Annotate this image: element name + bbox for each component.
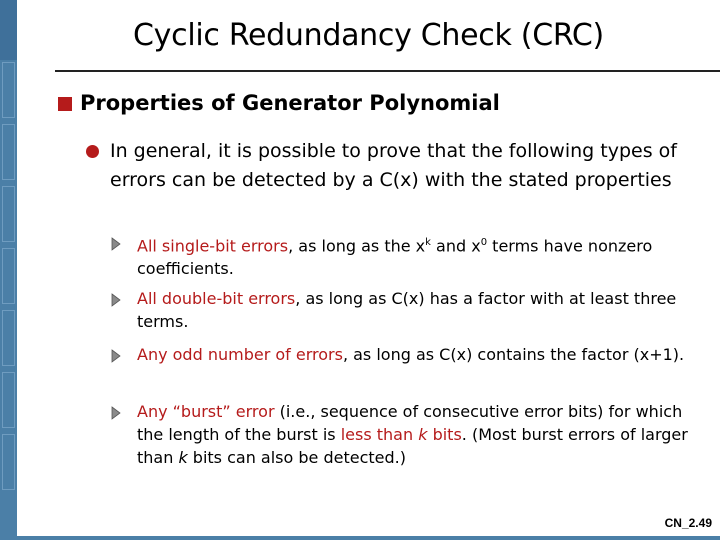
emphasis-text bbox=[341, 425, 462, 444]
left-decorative-sidebar bbox=[0, 0, 17, 540]
red-circle-icon bbox=[86, 145, 99, 158]
sidebar-cell bbox=[2, 310, 15, 366]
list-item-odd-errors bbox=[137, 343, 702, 366]
item-text: (i.e., sequence of consecutive error bits) for which the length of the burst is bbox=[137, 402, 683, 444]
list-item-double-bit bbox=[137, 287, 702, 333]
page-number: CN_2.49 bbox=[664, 516, 712, 530]
item-text: , as long as C(x) contains the factor (x+1). bbox=[342, 345, 685, 364]
variable-k: k bbox=[178, 448, 188, 467]
superscript: k bbox=[425, 237, 431, 248]
emphasis-text-part: less than bbox=[340, 425, 419, 444]
section-heading: Properties of Generator Polynomial bbox=[80, 91, 500, 115]
item-text: , as long as the x bbox=[288, 236, 426, 256]
sidebar-cell bbox=[2, 372, 15, 428]
list-item-burst-error bbox=[137, 400, 702, 469]
variable-k: k bbox=[418, 425, 428, 444]
sidebar-cell bbox=[2, 434, 15, 490]
item-text: and x bbox=[430, 236, 481, 256]
sidebar-cell bbox=[2, 62, 15, 118]
sidebar-band bbox=[0, 0, 17, 60]
emphasis-text-part: bits bbox=[427, 425, 462, 444]
title-underline bbox=[55, 70, 720, 72]
red-square-icon bbox=[58, 97, 72, 111]
bottom-bar bbox=[17, 536, 720, 540]
emphasis-text: Any “burst” error bbox=[137, 402, 275, 421]
triangle-arrow-icon bbox=[111, 237, 121, 251]
superscript: 0 bbox=[480, 237, 488, 248]
triangle-arrow-icon bbox=[111, 293, 121, 307]
item-text: , as long as C(x) has a factor with at least three terms. bbox=[137, 289, 677, 331]
emphasis-text: All single-bit errors bbox=[137, 236, 289, 256]
list-item-single-bit bbox=[137, 231, 702, 280]
triangle-arrow-icon bbox=[111, 406, 121, 420]
sidebar-cell bbox=[2, 124, 15, 180]
triangle-arrow-icon bbox=[111, 349, 121, 363]
emphasis-text: All double-bit errors bbox=[137, 289, 296, 308]
emphasis-text: Any odd number of errors bbox=[137, 345, 343, 364]
item-text: terms have nonzero coefficients. bbox=[137, 236, 653, 279]
slide-title: Cyclic Redundancy Check (CRC) bbox=[133, 18, 604, 53]
item-text: bits can also be detected.) bbox=[187, 448, 406, 467]
intro-paragraph: In general, it is possible to prove that the following types of errors can be detected by a C(x) with the stated properties bbox=[110, 140, 677, 191]
item-text: . (Most burst errors of larger than bbox=[137, 425, 688, 467]
sidebar-cell bbox=[2, 248, 15, 304]
sidebar-cell bbox=[2, 186, 15, 242]
